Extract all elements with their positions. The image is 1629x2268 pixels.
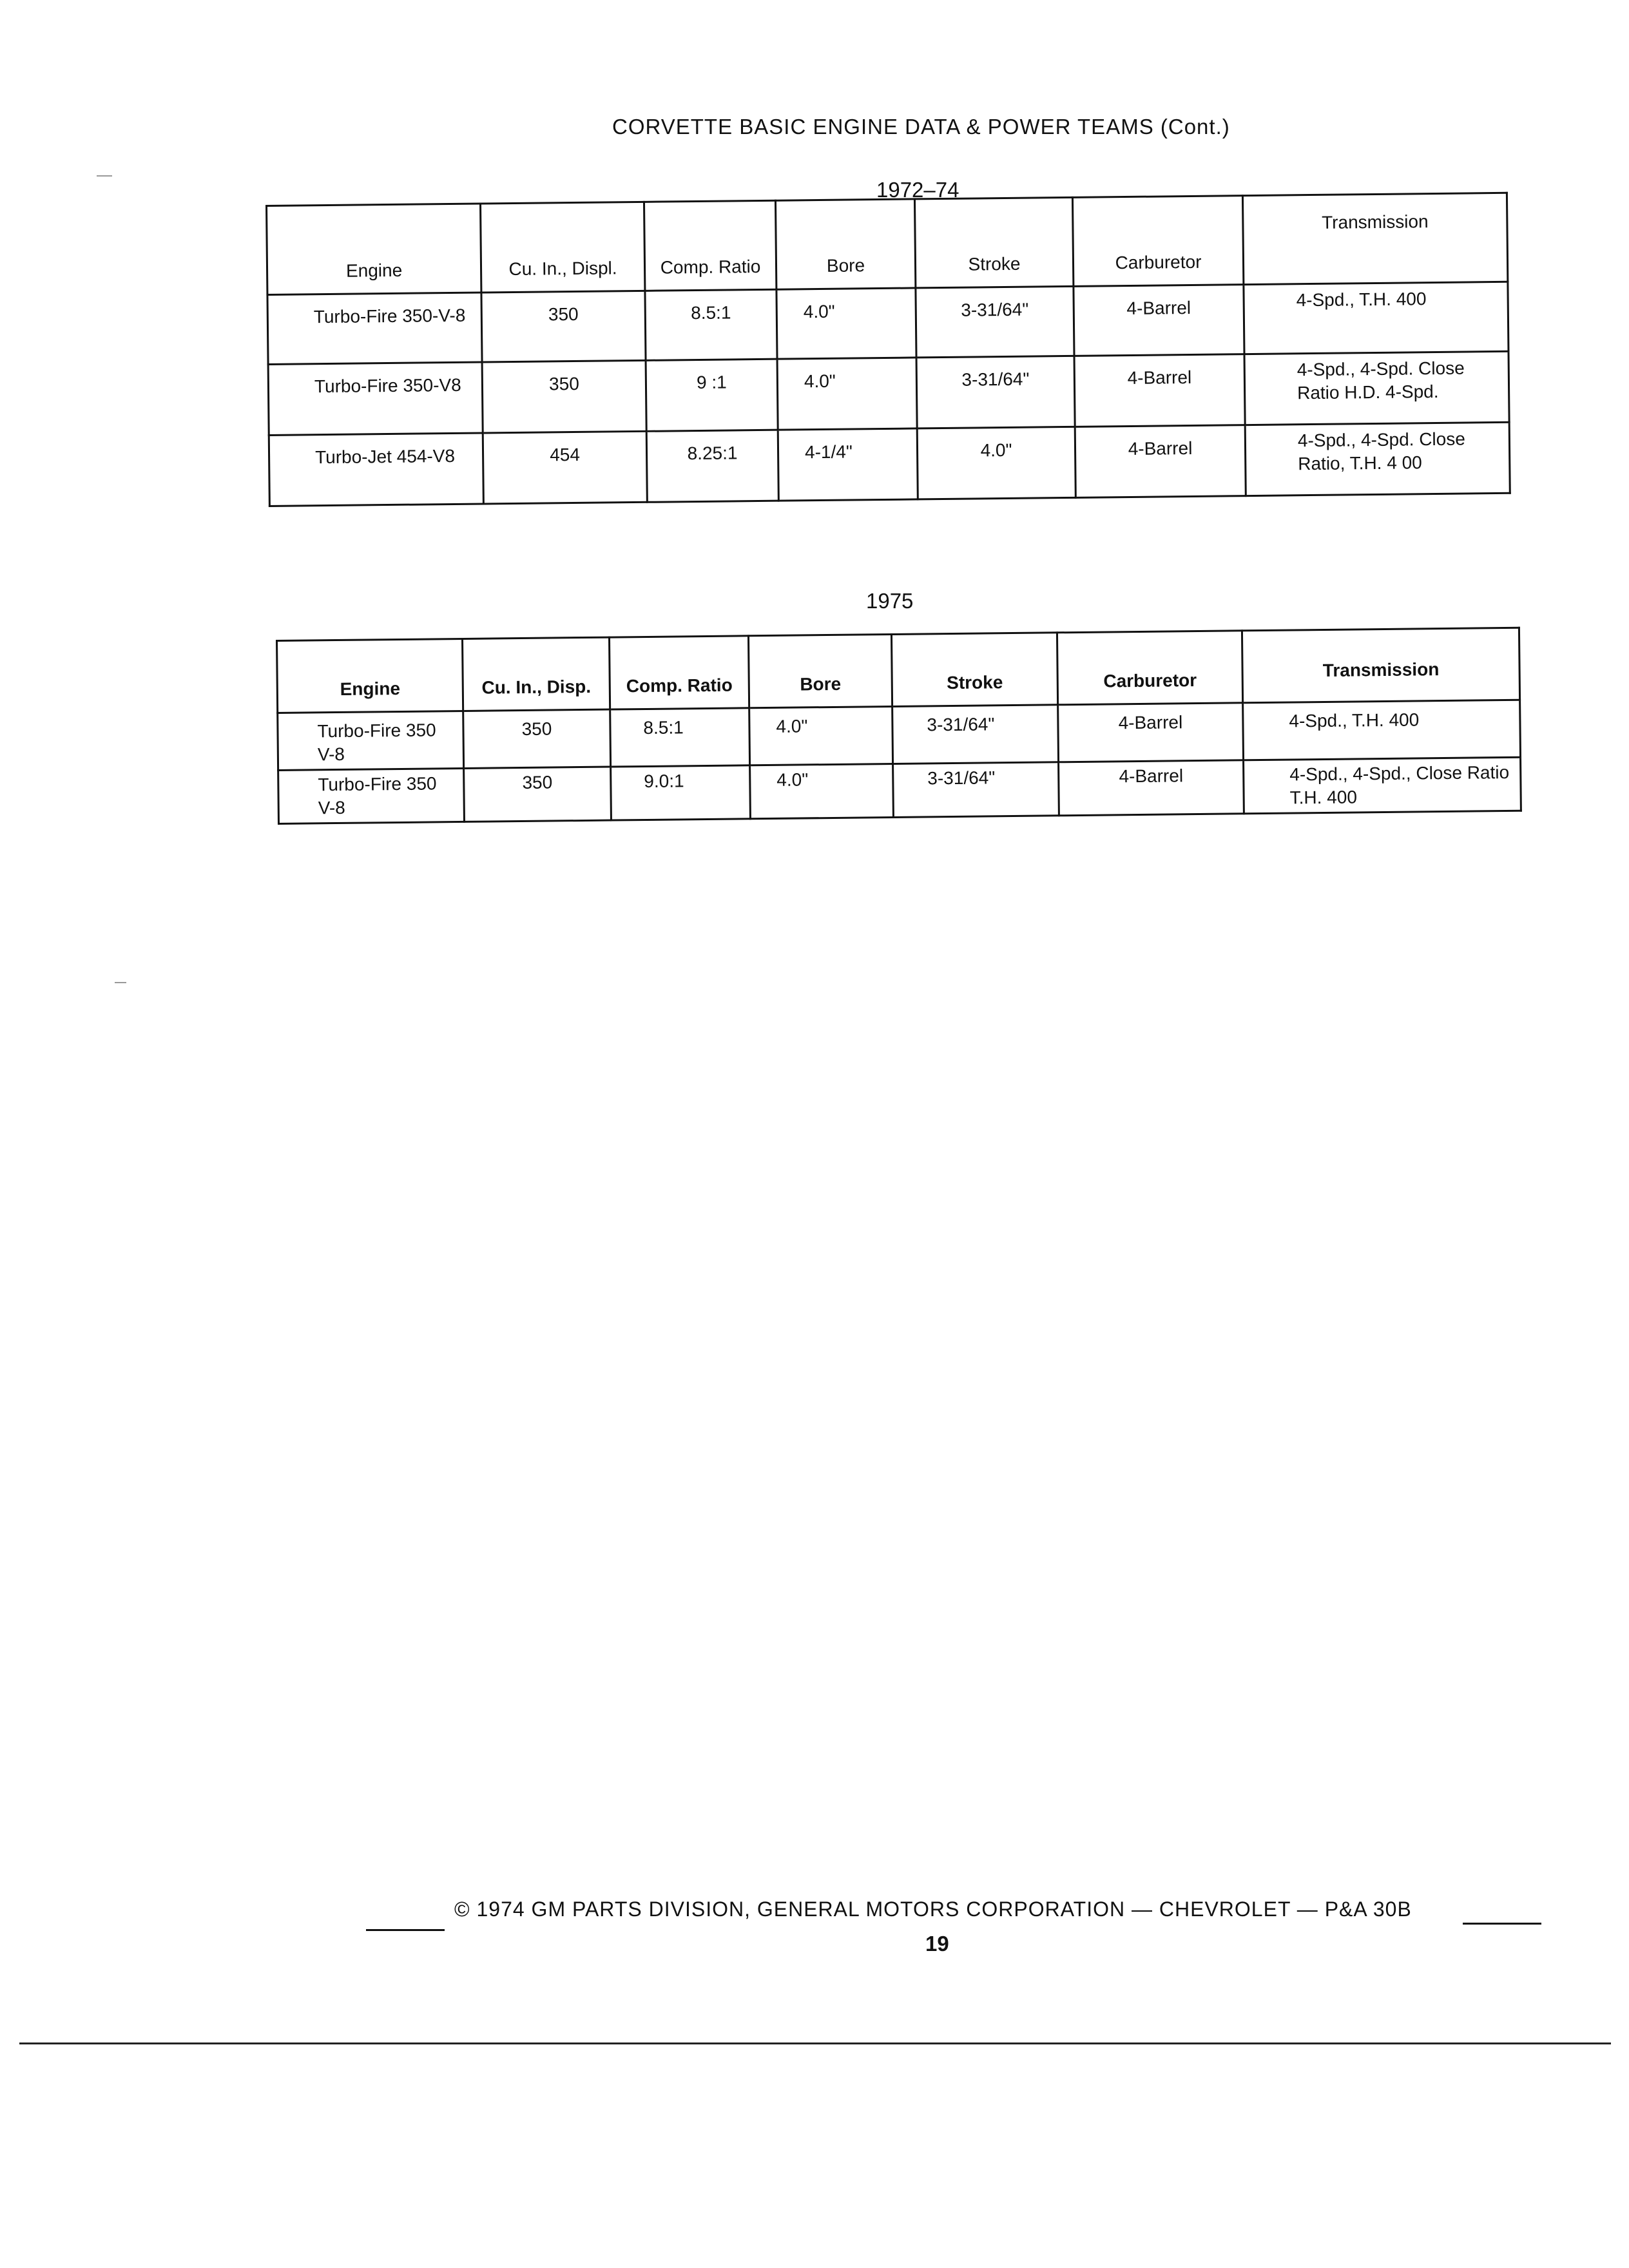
header-displacement: Cu. In., Displ. — [480, 202, 644, 293]
table-row — [267, 282, 1509, 364]
engine-table-1975 — [276, 627, 1522, 825]
cell-engine: Turbo-Fire 350-V8 — [268, 362, 483, 435]
table-header-row — [267, 193, 1508, 294]
cell-carburetor: 4-Barrel — [1074, 354, 1245, 427]
section-label-1972-74: 1972–74 — [876, 178, 959, 202]
table-row — [268, 351, 1509, 435]
cell-transmission: 4-Spd., 4-Spd., Close Ratio T.H. 400 — [1244, 757, 1521, 813]
bottom-rule — [19, 2042, 1611, 2044]
cell-transmission: 4-Spd., 4-Spd. Close Ratio, T.H. 4 00 — [1245, 422, 1510, 495]
cell-comp-ratio: 9.0:1 — [611, 765, 751, 820]
header-engine: Engine — [267, 204, 481, 294]
footer-rule-right — [1463, 1923, 1541, 1925]
cell-carburetor: 4-Barrel — [1059, 760, 1244, 816]
cell-carburetor: 4-Barrel — [1058, 703, 1244, 762]
header-bore: Bore — [775, 199, 915, 289]
cell-bore: 4.0" — [750, 764, 894, 818]
cell-engine: Turbo-Fire 350 V-8 — [278, 768, 465, 823]
table-row — [269, 422, 1510, 506]
page-number: 19 — [925, 1932, 949, 1956]
cell-transmission: 4-Spd., T.H. 400 — [1244, 282, 1509, 354]
cell-transmission: 4-Spd., T.H. 400 — [1243, 700, 1521, 760]
header-comp-ratio: Comp. Ratio — [644, 200, 776, 291]
header-carburetor: Carburetor — [1057, 631, 1242, 705]
page-title: CORVETTE BASIC ENGINE DATA & POWER TEAMS (Cont.) — [612, 115, 1230, 139]
header-transmission: Transmission — [1242, 193, 1507, 284]
cell-bore: 4.0" — [749, 706, 893, 765]
cell-bore: 4.0" — [777, 358, 917, 430]
cell-stroke: 3-31/64" — [893, 762, 1059, 818]
cell-stroke: 4.0" — [917, 427, 1075, 499]
margin-mark — [97, 175, 112, 177]
footer-copyright: © 1974 GM PARTS DIVISION, GENERAL MOTORS CORPORATION — CHEVROLET — P&A 30B — [454, 1898, 1412, 1921]
header-displacement: Cu. In., Disp. — [462, 637, 610, 711]
header-transmission: Transmission — [1242, 628, 1519, 702]
header-carburetor: Carburetor — [1072, 196, 1243, 287]
cell-displacement: 350 — [481, 291, 646, 362]
cell-engine: Turbo-Fire 350 V-8 — [278, 711, 464, 770]
cell-comp-ratio: 9 :1 — [646, 359, 778, 431]
cell-displacement: 454 — [483, 431, 647, 504]
cell-transmission: 4-Spd., 4-Spd. Close Ratio H.D. 4-Spd. — [1244, 351, 1509, 425]
header-engine: Engine — [277, 639, 463, 713]
cell-stroke: 3-31/64" — [916, 286, 1074, 358]
section-label-1975: 1975 — [866, 589, 914, 613]
cell-carburetor: 4-Barrel — [1075, 425, 1246, 498]
header-stroke: Stroke — [891, 633, 1057, 707]
margin-mark — [115, 982, 126, 983]
cell-comp-ratio: 8.5:1 — [610, 708, 750, 767]
cell-stroke: 3-31/64" — [892, 705, 1059, 764]
cell-comp-ratio: 8.25:1 — [646, 430, 778, 502]
cell-engine: Turbo-Fire 350-V-8 — [267, 293, 482, 364]
cell-stroke: 3-31/64" — [916, 356, 1075, 428]
engine-table-1972-74 — [265, 192, 1511, 507]
cell-comp-ratio: 8.5:1 — [645, 289, 777, 360]
header-stroke: Stroke — [914, 197, 1073, 288]
cell-bore: 4-1/4" — [778, 428, 918, 501]
cell-engine: Turbo-Jet 454-V8 — [269, 433, 483, 506]
cell-displacement: 350 — [463, 709, 611, 768]
cell-displacement: 350 — [482, 360, 646, 433]
cell-displacement: 350 — [464, 767, 612, 822]
table-header-row — [277, 628, 1520, 713]
header-comp-ratio: Comp. Ratio — [609, 636, 749, 709]
footer-rule-left — [366, 1929, 445, 1931]
cell-carburetor: 4-Barrel — [1074, 285, 1244, 356]
cell-bore: 4.0" — [776, 288, 916, 359]
header-bore: Bore — [748, 634, 892, 707]
